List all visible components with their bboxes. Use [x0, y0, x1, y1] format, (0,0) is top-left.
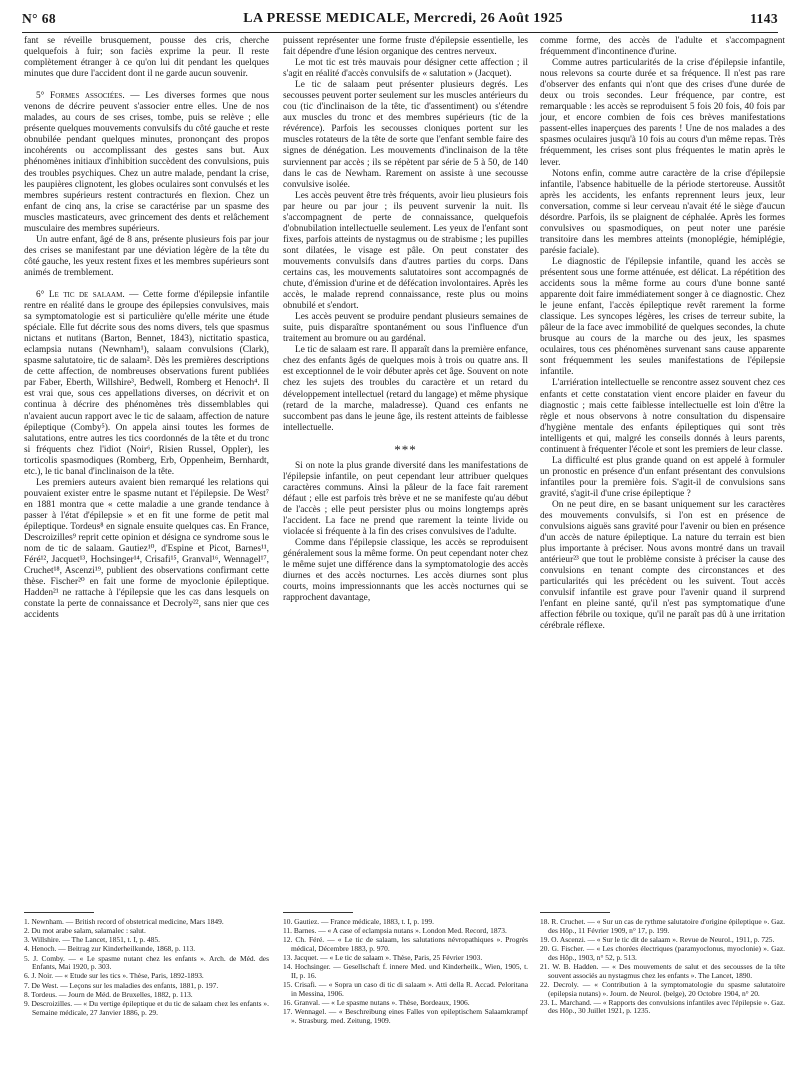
- paragraph: [283, 312, 528, 345]
- text-column-1: [24, 36, 269, 621]
- footnote: 10. Gautiez. — France médicale, 1883, t. I, p. 199.: [283, 917, 434, 926]
- text-column-3: [540, 36, 785, 633]
- text-column-2: [283, 36, 528, 604]
- footnote: 6. J. Noir. — « Etude sur les tics ». Thèse, Paris, 1892-1893.: [24, 971, 204, 981]
- paragraph: [283, 345, 528, 433]
- footnote: 4. Henoch. — Beitrag zur Kinderheilkunde, 1868, p. 113.: [24, 944, 196, 954]
- paragraph: [540, 58, 785, 168]
- footnote: 16. Granval. — « Le spasme nutans ». Thèse, Bordeaux, 1906.: [283, 998, 470, 1008]
- footnote: 1. Newnham. — British record of obstetrical medicine, Mars 1849.: [24, 917, 224, 926]
- footnotes-column-1: [24, 912, 269, 1018]
- footnote-rule: [24, 912, 94, 913]
- section-separator: ***: [394, 441, 417, 457]
- paragraph-text: puissent représenter une forme fruste d'épilepsie essentielle, les fait dépendre d'une lésion organique des centres nerveux.: [283, 36, 528, 58]
- journal-title: LA PRESSE MEDICALE, Mercredi, 26 Août 1925: [243, 11, 563, 26]
- footnote: 23. L. Marchand. — « Rapports des convulsions infantiles avec l'épilepsie ». Gaz. des Hôp., 30 Juillet 1921, p. 1235.: [540, 997, 785, 1016]
- paragraph-text: Les premiers auteurs avaient bien remarqué les relations qui pouvaient exister entre le spasme nutant et l'épilepsie. De West⁷ en 1881 montra que « cette maladie a une grande tendance à passer à l'état d'épilepsie » et en fit une forme de petit mal épileptique. Tordeus⁸ en signale ensuite quelques cas. En France, Descroizilles⁹ reprit cette opinion et désigna ce syndrome sous le nom de tic de salaam. Gautiez¹⁰, d'Espine et Picot, Barnes¹¹, Féré¹², Jacquet¹³, Hochsinger¹⁴, Crisafi¹⁵, Granval¹⁶, Wennagel¹⁷, Cruchet¹⁸, Ascenzi¹⁹, publient des observations confirmant cette thèse. Fischer²⁰ en fait une forme de myoclonie épileptique. Hadden²¹ ne rattache à l'épilepsie que les cas dans lesquels on constate la perte de connaissance et Decroly²², sans nier que ces accidents: [24, 477, 269, 621]
- paragraph-text: Le diagnostic de l'épilepsie infantile, quand les accès se présentent sous une forme atténuée, est délicat. La répétition des accidents sous la même forme au cours d'une bonne santé apparente doit faire immédiatement songer à ce diagnostic. Chez le jeune enfant, l'accès épileptique revêt rarement la forme classique. Les syncopes légères, les crises de terreur subite, la pâleur de la face avec immobilité de quelques secondes, la chute brusque au cours de la marche ou des jeux, les spasmes oculaires, tous ces phénomènes survenant sans cause apparente sont fréquemment les seules manifestations de l'épilepsie infantile.: [540, 256, 785, 378]
- footnote: 19. O. Ascenzi. — « Sur le tic dit de salaam ». Revue de Neurol., 1911, p. 725.: [540, 934, 775, 944]
- paragraph-text: Le mot tic est très mauvais pour désigner cette affection ; il s'agit en réalité d'accès convulsifs de « salutation » (Jacquet).: [283, 58, 528, 80]
- section-heading: 5° Formes associées.: [36, 91, 125, 102]
- paragraph-text: Le tic de salaam est rare. Il apparaît dans la première enfance, chez des enfants âgés de quelques mois à trois ou quatre ans. Il est exceptionnel de le voir débuter après cet âge. Souvent on note chez les sujets des troubles du caractère et un retard du développement intellectuel (retard du langage) et même physique (retard de la marche, maladresse). Quand ces enfants ne succombent pas dans le jeune âge, ils restent atteints de faiblesse intellectuelle.: [283, 345, 528, 433]
- page-number: 1143: [750, 11, 778, 26]
- issue-number: N° 68: [22, 11, 57, 26]
- paragraph-text: Les accès peuvent se produire pendant plusieurs semaines de suite, puis disparaître spontanément ou sous l'influence d'un traitement au bromure ou au gardénal.: [283, 312, 528, 345]
- paragraph: [540, 378, 785, 455]
- paragraph: [540, 169, 785, 257]
- paragraph-text: Un autre enfant, âgé de 8 ans, présente plusieurs fois par jour des crises se manifestant par une déviation légère de la tête du côté gauche, les yeux restent fixes et les membres supérieurs sont animés de tremblement.: [24, 234, 269, 278]
- footnote: 9. Descroizilles. — « Du vertige épileptique et du tic de salaam chez les enfants ». Semaine médicale, 27 Janvier 1886, p. 29.: [24, 998, 269, 1017]
- footnote: 20. G. Fischer. — « Les chorées électriques (paramyoclonus, myoclonie) ». Gaz. des Hôp., 1903, n° 52, p. 513.: [540, 944, 785, 962]
- footnote: 12. Ch. Féré. — « Le tic de salaam, les salutations névropathiques ». Progrès médical, Décembre 1883, p. 970.: [283, 935, 528, 954]
- footnote-rule: [283, 912, 353, 913]
- paragraph: [24, 91, 269, 235]
- footnote: 18. R. Cruchet. — « Sur un cas de rythme salutatoire d'origine épileptique ». Gaz. des Hôp., 11 Février 1909, n° 17, p. 199.: [540, 917, 785, 935]
- paragraph: [24, 478, 269, 622]
- footnote: 17. Wennagel. — « Beschreibung eines Falles von epileptischem Salaamkrampf ». Strasburg. med. Zeitung, 1909.: [283, 1007, 528, 1025]
- paragraph-text: L'arriération intellectuelle se rencontre assez souvent chez ces enfants et cette constatation vient encore plaider en faveur du diagnostic ; mais cette faiblesse intellectuelle est loin d'être la règle et nous observons à notre consultation du dispensaire d'hygiène mentale des enfants épileptiques qui sont très intelligents et qui, malgré les conseils donnés à leurs parents, continuent à fréquenter l'école et sont les premiers de leur classe.: [540, 378, 785, 455]
- footnote: 14. Hochsinger. — Gesellschaft f. innere Med. und Kinderheilk., Wien, 1905, t. II, p. 16.: [283, 962, 528, 981]
- footnote-rule: [540, 912, 610, 913]
- paragraph-text: La difficulté est plus grande quand on est appelé à formuler un pronostic en présence d'un enfant présentant des convulsions infantiles pour la première fois. S'agit-il de convulsions sans gravité, s'agit-il d'une crise épileptique ?: [540, 455, 785, 499]
- paragraph-text: Comme dans l'épilepsie classique, les accès se reproduisent généralement sous la même forme. On peut cependant noter chez le même sujet une différence dans la symptomatologie des accès diurnes et des accès nocturnes. Les accès diurnes sont plus courts, moins impressionnants que les accès nocturnes qui se rapprochent davantage,: [283, 538, 528, 604]
- footnote: 5. J. Comby. — « Le spasme nutant chez les enfants ». Arch. de Méd. des Enfants, Mai 1920, p. 303.: [24, 953, 269, 972]
- section-heading: 6° Le tic de salaam.: [36, 289, 125, 300]
- footnote: 7. De West. — Leçons sur les maladies des enfants, 1881, p. 197.: [24, 980, 219, 990]
- footnote: 3. Willshire. — The Lancet, 1851, t. I, p. 485.: [24, 935, 160, 945]
- paragraph: [540, 36, 785, 58]
- footnote: 11. Barnes. — « A case of eclampsia nutans ». London Med. Record, 1873.: [283, 926, 507, 936]
- paragraph: [24, 235, 269, 279]
- paragraph: [540, 257, 785, 379]
- paragraph: [283, 191, 528, 313]
- footnote: 21. W. B. Hadden. — « Des mouvements de salut et des secousses de la tête souvent associés au nystagmus chez les enfants ». The Lancet, 1890.: [540, 961, 785, 980]
- paragraph: [283, 80, 528, 190]
- paragraph-text: Les accès peuvent être très fréquents, avoir lieu plusieurs fois par heure ou par jour ; ils peuvent survenir la nuit. Ils s'accompagnent de perte de connaissance, quelquefois d'obnubilation intellectuelle seulement. Les yeux de l'enfant sont fixes, parfois atteints de nystagmus ou de strabisme ; les pupilles sont dilatées, le visage est pâle. On peut constater des mouvements convulsifs dans d'autres parties du corps. Dans certains cas, les mouvements salutatoires sont accompagnés de chute, d'émission d'urine et de défécation involontaires. Après les accès, le malade reprend connaissance, reste plus ou moins obnubilé et s'endort.: [283, 190, 528, 312]
- footnote: 13. Jacquet. — « Le tic de salaam ». Thèse, Paris, 25 Février 1903.: [283, 953, 483, 963]
- paragraph: [540, 500, 785, 633]
- footnotes-column-2: [283, 912, 528, 1026]
- paragraph-text: comme forme, des accès de l'adulte et s'accompagnent fréquemment d'incontinence d'urine.: [540, 36, 785, 58]
- paragraph-text: Comme autres particularités de la crise d'épilepsie infantile, nous relevons sa courte durée et sa fréquence. Il n'est pas rare d'observer des enfants qui n'ont que des crises d'une durée de deux ou trois secondes. Leur fréquence, par contre, est remarquable : les accès se reproduisent 5 fois 20 fois, 40 fois par jour, et encore combien de fois ces brèves manifestations passent-elles inaperçues des parents ! Une de nos malades a des spasmes oculaires jusqu'à 10 fois au cours d'un même repas. Très fréquemment, les crises sont plus fréquentes le matin après le lever.: [540, 58, 785, 168]
- paragraph-text: — Cette forme d'épilepsie infantile rentre en réalité dans le groupe des épilepsies convulsives, mais sa symptomatologie est si particulière qu'elle mérite une étude spéciale. Elle fut décrite sous des noms divers, tels que spasmus nictans et nutitans (Barton, Bennet, 1843), nictitatio spastica, eclampsia nutans (Newnham¹), salaam convulsions (Clark), spasme salutatoire, tic de salaam². Dès les premières descriptions de cette affection, de nombreuses observations furent publiées par Faber, Eberth, Willshire³, Bedwell, Romberg et Henoch⁴. Il est vrai que, sous ces appellations diverses, on décrivit et on continua à décrire des phénomènes très dissemblables qui n'avaient aucun rapport avec le tic de salaam, affection de nature épileptique (Comby⁵). On appela ainsi toutes les formes de salutations, entre autres les tics coordonnés de la tête et du tronc si fréquents chez l'idiot (Noir⁶, Risien Russel, Oppler), les torticolis spasmodiques (Romberg, Erb, Oppenheim, Bernhardt, etc.), le tic banal d'inclinaison de la tête.: [24, 289, 269, 477]
- footnotes-column-3: [540, 912, 785, 1017]
- page-header: [22, 6, 778, 33]
- paragraph-text: Le tic de salaam peut présenter plusieurs degrés. Les secousses peuvent porter seulement sur les muscles antérieurs du cou (tic d'inclinaison de la tête, tic d'assentiment) ou s'étendre aux muscles du tronc et des membres supérieurs (tic de la révérence). Parfois les secousses cloniques portent sur les muscles rotateurs de la tête de sorte que l'enfant semble faire des signes de dénégation. Les mouvements d'inclinaison de la tête surviennent par accès ; ils se répètent par série de 5 à 50, de 140 dans le cas de Newham. Rarement on assiste à une secousse convulsive isolée.: [283, 80, 528, 190]
- paragraph: [283, 538, 528, 604]
- paragraph-text: — Les diverses formes que nous venons de décrire peuvent s'associer entre elles. Une de nos malades, au cours de ses crises, tombe, puis se relève ; elle présente quelques mouvements convulsifs du côté gauche et reste obnubilée pendant quelques minutes, prononçant des propos incohérents ou accomplissant des gestes sans but. Aux phénomènes initiaux d'inhibition succèdent des convulsions, puis des troubles psychiques. Chez un autre malade, pendant la crise, les paupières clignotent, les globes oculaires sont convulsés et les membres supérieurs restent contracturés en flexion. Chez un enfant de cinq ans, la crise se caractérise par un spasme des muscles masticateurs, avec grincement des dents et relâchement musculaire des membres supérieurs.: [24, 91, 269, 234]
- paragraph: [283, 58, 528, 80]
- paragraph-text: Si on note la plus grande diversité dans les manifestations de l'épilepsie infantile, on peut cependant leur attribuer quelques caractères communs. Ainsi la pâleur de la face fait rarement défaut ; elle est parfois très brève et ne se manifeste qu'au début de l'accès ; elle peut persister plus ou moins longtemps après l'accident. La face ne prend que rarement la teinte livide ou violacée si fréquente à la fin des crises convulsives de l'adulte.: [283, 460, 528, 538]
- footnote: 15. Crisafi. — « Sopra un caso di tic di salaam ». Atti della R. Accad. Peloritana in Messina, 1906.: [283, 980, 528, 998]
- paragraph-text: Notons enfin, comme autre caractère de la crise d'épilepsie infantile, l'absence habituelle de la période stertoreuse. Aussitôt après les accidents, les enfants reprennent leurs jeux, leur conversation, comme si leur cerveau n'avait été le siège d'aucun désordre. Parfois, ils se plaignent de céphalée. Après les formes convulsives ou spasmodiques, on peut noter une parésie transitoire dans les membres atteints (monoplégie, hémiplégie, parésie faciale).: [540, 168, 785, 256]
- paragraph-text: fant se réveille brusquement, pousse des cris, cherche quelquefois à fuir; son faciès exprime la peur. Il reste complètement étranger à ce qu'on lui dit pendant les quelques minutes que dure l'accident dont il ne garde aucun souvenir.: [24, 36, 269, 80]
- footnote: 22. Decroly. — « Contribution à la symptomatologie du spasme salutatoire (epilepsia nutans) ». Journ. de Neurol. (belge), 20 Octobre 1904, n° 20.: [540, 979, 785, 998]
- footnote: 2. Du mot arabe salam, salamalec : salut.: [24, 926, 146, 936]
- paragraph-text: On ne peut dire, en se basant uniquement sur les caractères des mouvements convulsifs, si l'on est en présence de convulsions aiguës sans gravité pour l'avenir ou bien en présence d'un accès de nature épileptique. La nature du terrain est bien plus importante à préciser. Nous avons montré dans un travail antérieur²³ que tout le problème consiste à préciser la cause des convulsions en tenant compte des circonstances et des particularités qui les précèdent ou les suivent. Tout accès convulsif infantile est grave pour l'avenir quand il surprend l'enfant en pleine santé, qu'il n'est pas symptomatique d'une affection fébrile ou toxique, qu'il ne paraît pas dû à une irritation cérébrale réflexe.: [540, 499, 785, 632]
- paragraph: [283, 461, 528, 538]
- footnote: 8. Tordeus. — Journ de Méd. de Bruxelles, 1882, p. 113.: [24, 989, 193, 999]
- paragraph: [24, 290, 269, 478]
- paragraph: [540, 456, 785, 500]
- paragraph: [283, 36, 528, 58]
- paragraph: [24, 36, 269, 80]
